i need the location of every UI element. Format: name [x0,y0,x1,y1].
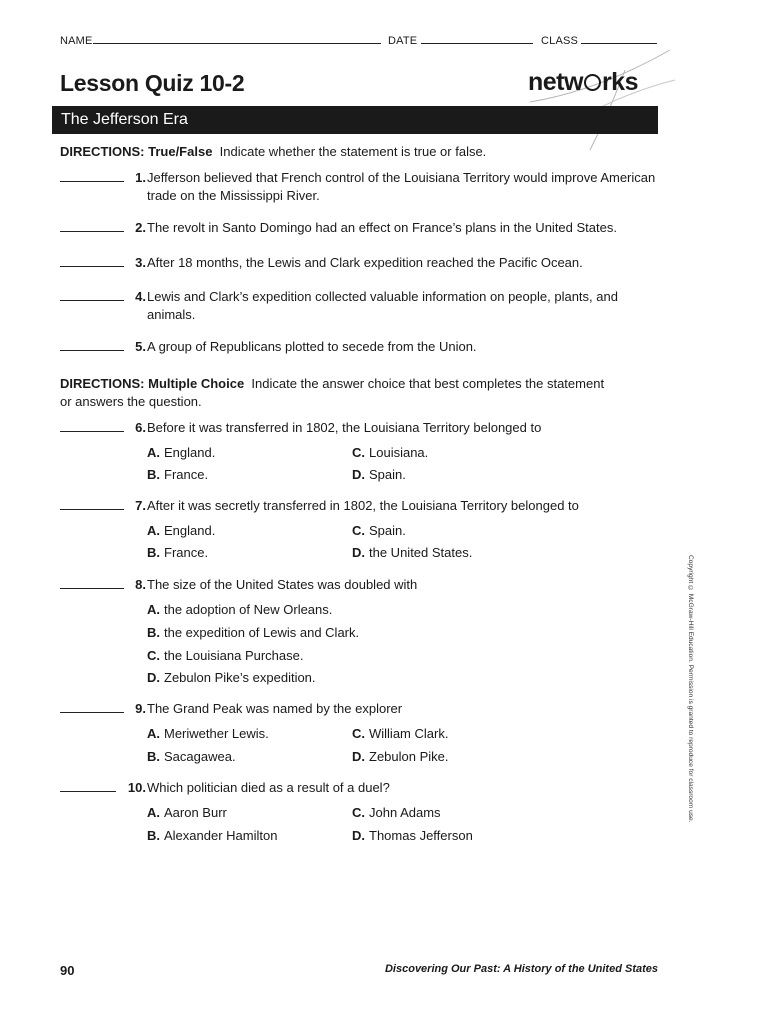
option-letter: B. [147,828,160,843]
question-text: Which politician died as a result of a duel? [147,780,390,795]
option-letter: A. [147,726,160,741]
option-text: England. [164,445,216,460]
directions-tf-label: DIRECTIONS: True/False [60,144,213,159]
option-d [147,669,316,687]
tf-question-4 [60,288,660,324]
option-letter: B. [147,467,160,482]
answer-blank[interactable] [60,169,124,182]
option-a [147,804,227,822]
option-text: Spain. [369,467,406,482]
option-text: Louisiana. [369,445,429,460]
option-letter: B. [147,545,160,560]
question-number: 9. [135,701,146,716]
option-c [352,725,448,743]
tf-question-3 [60,254,660,272]
option-letter: A. [147,523,160,538]
question-text: The revolt in Santo Domingo had an effect on France’s plans in the United States. [147,220,617,235]
option-c [352,522,406,540]
option-a [147,522,215,540]
answer-blank[interactable] [60,219,124,232]
option-text: Zebulon Pike’s expedition. [164,670,316,685]
mc-question-8 [60,576,660,594]
question-text: The size of the United States was doubled with [147,577,418,592]
brand-logo [528,68,638,97]
question-text: Before it was transferred in 1802, the Louisiana Territory belonged to [147,420,542,435]
page-title: Lesson Quiz 10-2 [60,70,245,96]
name-line[interactable] [93,33,381,44]
date-field[interactable] [388,33,533,47]
option-text: the adoption of New Orleans. [164,602,333,617]
question-text: Jefferson believed that French control of the Louisiana Territory would improve American trade on the Mississippi River. [147,170,656,203]
option-text: Thomas Jefferson [369,828,473,843]
tf-question-5 [60,338,660,356]
mc-question-7 [60,497,660,515]
section-title-bar: The Jefferson Era [52,106,658,134]
option-a [147,601,332,619]
option-text: Meriwether Lewis. [164,726,269,741]
option-d [352,466,406,484]
date-line[interactable] [421,33,533,44]
option-b [147,466,208,484]
option-a [147,444,215,462]
date-label: DATE [388,35,418,47]
option-b [147,827,277,845]
option-b [147,748,236,766]
option-letter: C. [147,648,160,663]
question-number: 4. [135,289,146,304]
option-text: Sacagawea. [164,749,236,764]
option-text: the Louisiana Purchase. [164,648,304,663]
option-letter: D. [352,828,365,843]
answer-blank[interactable] [60,288,124,301]
question-number: 6. [135,420,146,435]
answer-blank[interactable] [60,576,124,589]
option-b [147,544,208,562]
mc-question-6 [60,419,660,437]
answer-blank[interactable] [60,419,124,432]
option-text: France. [164,467,209,482]
option-c [352,444,428,462]
option-d [352,748,449,766]
question-text: After 18 months, the Lewis and Clark expedition reached the Pacific Ocean. [147,255,583,270]
option-letter: A. [147,805,160,820]
directions-multiple-choice [60,375,605,411]
option-text: Alexander Hamilton [164,828,278,843]
option-letter: D. [352,545,365,560]
question-text: The Grand Peak was named by the explorer [147,701,403,716]
answer-blank[interactable] [60,700,124,713]
page-number: 90 [60,963,75,978]
option-d [352,827,473,845]
option-text: John Adams [369,805,441,820]
answer-blank[interactable] [60,497,124,510]
mc-question-9 [60,700,660,718]
option-letter: A. [147,445,160,460]
directions-tf-text: Indicate whether the statement is true or false. [219,144,487,159]
option-c [352,804,441,822]
directions-true-false [60,143,620,161]
question-number: 10. [127,780,146,795]
tf-question-2 [60,219,660,237]
question-text: A group of Republicans plotted to secede from the Union. [147,339,477,354]
option-text: England. [164,523,216,538]
question-text: Lewis and Clark’s expedition collected valuable information on people, plants, and animals. [147,289,618,322]
option-letter: A. [147,602,160,617]
option-letter: B. [147,749,160,764]
name-label: NAME [60,35,93,47]
option-text: William Clark. [369,726,449,741]
option-a [147,725,269,743]
copyright-notice: Copyright © McGraw-Hill Education. Permission is granted to reproduce for classroom use. [687,555,694,823]
option-letter: C. [352,726,365,741]
question-text: After it was secretly transferred in 1802, the Louisiana Territory belonged to [147,498,579,513]
option-text: Aaron Burr [164,805,227,820]
option-letter: C. [352,805,365,820]
option-letter: C. [352,523,365,538]
question-number: 1. [135,170,146,185]
book-title: Discovering Our Past: A History of the United States [384,963,658,975]
class-label: CLASS [541,35,579,47]
option-c [147,647,303,665]
mc-question-10 [60,779,660,797]
option-letter: B. [147,625,160,640]
question-number: 3. [135,255,146,270]
answer-blank[interactable] [60,779,116,792]
option-text: Zebulon Pike. [369,749,449,764]
option-letter: D. [352,467,365,482]
directions-mc-text: Indicate the answer choice that best completes the statement or answers the question. [60,376,605,409]
option-d [352,544,472,562]
tf-question-1 [60,169,660,205]
question-number: 2. [135,220,146,235]
brand-text-left: netw [528,68,583,96]
option-text: Spain. [369,523,406,538]
option-text: the United States. [369,545,473,560]
option-text: the expedition of Lewis and Clark. [164,625,360,640]
directions-mc-label: DIRECTIONS: Multiple Choice [60,376,245,391]
brand-text-right: rks [601,68,638,96]
brand-swoosh-icon [520,40,680,160]
option-letter: D. [147,670,160,685]
question-number: 7. [135,498,146,513]
option-text: France. [164,545,209,560]
answer-blank[interactable] [60,254,124,267]
question-number: 5. [135,339,146,354]
option-b [147,624,359,642]
option-letter: C. [352,445,365,460]
question-number: 8. [135,577,146,592]
answer-blank[interactable] [60,338,124,351]
name-field[interactable] [60,33,381,47]
brand-o-icon [584,74,601,91]
option-letter: D. [352,749,365,764]
